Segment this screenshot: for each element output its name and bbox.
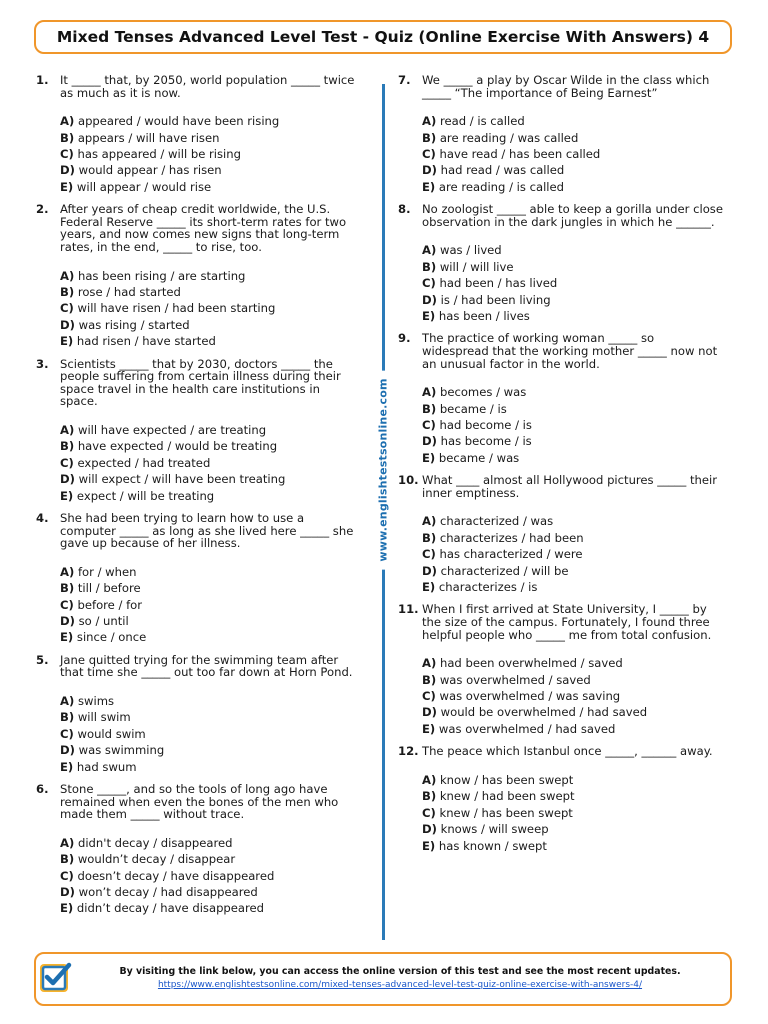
question-stem bbox=[36, 74, 361, 99]
option-text: since / once bbox=[76, 630, 147, 645]
option-letter: A) bbox=[422, 772, 437, 787]
answer-option[interactable] bbox=[60, 709, 361, 725]
option-text: had risen / have started bbox=[76, 334, 216, 349]
answer-option[interactable] bbox=[60, 422, 361, 438]
question-text: We _____ a play by Oscar Wilde in the class which _____ “The importance of Being Earnest” bbox=[422, 73, 710, 100]
option-text: became / is bbox=[439, 401, 507, 416]
option-text: has become / is bbox=[440, 434, 532, 449]
option-text: has characterized / were bbox=[439, 547, 583, 562]
option-text: becomes / was bbox=[439, 385, 527, 400]
option-letter: D) bbox=[422, 434, 437, 449]
option-text: became / was bbox=[438, 450, 520, 465]
answer-option[interactable] bbox=[422, 275, 723, 291]
answer-option[interactable] bbox=[60, 488, 361, 504]
question-4 bbox=[36, 512, 361, 646]
question-stem bbox=[398, 203, 723, 228]
answer-option[interactable] bbox=[60, 317, 361, 333]
option-letter: C) bbox=[422, 689, 436, 704]
answer-option[interactable] bbox=[60, 455, 361, 471]
answer-option[interactable] bbox=[422, 772, 723, 788]
option-letter: E) bbox=[60, 630, 74, 645]
option-letter: A) bbox=[422, 385, 437, 400]
option-letter: C) bbox=[60, 726, 74, 741]
option-text: will swim bbox=[77, 710, 131, 725]
option-letter: B) bbox=[422, 789, 437, 804]
left-column bbox=[36, 74, 361, 925]
question-number: 7. bbox=[398, 73, 411, 87]
checkbox-check-icon bbox=[38, 960, 72, 994]
option-letter: D) bbox=[422, 163, 437, 178]
question-text: Stone _____, and so the tools of long ago have remained when even the bones of the men who made them _____ without trace. bbox=[60, 782, 339, 822]
option-letter: D) bbox=[60, 472, 75, 487]
option-letter: B) bbox=[60, 130, 75, 145]
option-text: had become / is bbox=[439, 418, 532, 433]
answer-option[interactable] bbox=[60, 742, 361, 758]
question-10 bbox=[398, 474, 723, 595]
option-text: have read / has been called bbox=[439, 147, 601, 161]
option-text: so / until bbox=[78, 614, 129, 629]
question-text: The peace which Istanbul once _____, ______ away. bbox=[422, 744, 713, 759]
option-text: had swum bbox=[76, 759, 137, 774]
option-text: won’t decay / had disappeared bbox=[78, 885, 258, 900]
option-letter: A) bbox=[60, 114, 75, 129]
answer-option[interactable] bbox=[60, 130, 361, 146]
option-letter: D) bbox=[422, 563, 437, 578]
answer-option[interactable] bbox=[422, 179, 723, 195]
answer-options bbox=[422, 384, 723, 466]
option-letter: E) bbox=[422, 309, 436, 324]
option-text: has been rising / are starting bbox=[77, 268, 246, 283]
answer-option[interactable] bbox=[60, 726, 361, 742]
answer-options bbox=[60, 693, 361, 775]
answer-option[interactable] bbox=[422, 672, 723, 688]
option-letter: B) bbox=[60, 439, 75, 454]
option-letter: B) bbox=[422, 130, 437, 145]
question-text: It _____ that, by 2050, world population _____ twice as much as it is now. bbox=[60, 73, 355, 100]
option-letter: B) bbox=[422, 530, 437, 545]
answer-option[interactable] bbox=[422, 721, 723, 737]
option-text: was swimming bbox=[78, 743, 165, 758]
option-text: characterizes / is bbox=[438, 580, 538, 595]
question-5 bbox=[36, 654, 361, 775]
option-letter: E) bbox=[60, 488, 74, 503]
question-stem bbox=[36, 203, 361, 253]
option-text: has appeared / will be rising bbox=[77, 147, 241, 161]
answer-option[interactable] bbox=[60, 564, 361, 580]
option-text: expected / had treated bbox=[77, 455, 211, 470]
option-text: characterized / will be bbox=[440, 563, 569, 578]
answer-options bbox=[60, 268, 361, 350]
site-watermark: www.englishtestsonline.com bbox=[377, 370, 390, 569]
answer-option[interactable] bbox=[422, 788, 723, 804]
option-letter: E) bbox=[60, 334, 74, 349]
option-text: have expected / would be treating bbox=[77, 439, 278, 454]
question-text: Jane quitted trying for the swimming team after that time she _____ out too far down at Horn Pond. bbox=[60, 652, 353, 680]
option-text: will have expected / are treating bbox=[77, 423, 267, 437]
option-text: was overwhelmed / was saving bbox=[439, 689, 621, 704]
option-text: knew / had been swept bbox=[439, 789, 575, 804]
page-title: Mixed Tenses Advanced Level Test - Quiz (Online Exercise With Answers) 4 bbox=[56, 28, 710, 46]
option-letter: D) bbox=[60, 317, 75, 332]
answer-option[interactable] bbox=[422, 805, 723, 821]
answer-option[interactable] bbox=[422, 838, 723, 854]
answer-option[interactable] bbox=[60, 693, 361, 709]
answer-option[interactable] bbox=[422, 821, 723, 837]
option-text: rose / had started bbox=[77, 285, 181, 299]
question-11 bbox=[398, 603, 723, 737]
option-letter: D) bbox=[422, 705, 437, 720]
option-letter: D) bbox=[60, 163, 75, 178]
question-number: 8. bbox=[398, 202, 411, 217]
option-text: doesn’t decay / have disappeared bbox=[77, 868, 275, 883]
answer-options bbox=[422, 772, 723, 854]
option-letter: C) bbox=[422, 547, 436, 562]
question-stem bbox=[398, 74, 723, 99]
footer-link[interactable]: https://www.englishtestsonline.com/mixed-tenses-advanced-level-test-quiz-online-exercise-with-answers-4/ bbox=[157, 980, 643, 990]
question-1 bbox=[36, 74, 361, 195]
answer-option[interactable] bbox=[60, 597, 361, 613]
question-number: 9. bbox=[398, 331, 411, 346]
question-9 bbox=[398, 332, 723, 466]
answer-option[interactable] bbox=[60, 300, 361, 316]
option-letter: C) bbox=[60, 597, 74, 612]
question-stem bbox=[36, 512, 361, 550]
option-text: has been / lives bbox=[438, 309, 530, 324]
right-column bbox=[398, 74, 723, 862]
question-7 bbox=[398, 74, 723, 195]
option-letter: D) bbox=[422, 292, 437, 307]
question-2 bbox=[36, 203, 361, 349]
option-text: till / before bbox=[77, 581, 141, 596]
option-letter: E) bbox=[422, 450, 436, 465]
option-text: would swim bbox=[77, 726, 146, 741]
option-text: are reading / is called bbox=[438, 179, 565, 194]
answer-options bbox=[422, 242, 723, 324]
option-text: had read / was called bbox=[440, 163, 565, 178]
answer-option[interactable] bbox=[60, 629, 361, 645]
question-number: 5. bbox=[36, 652, 49, 667]
option-text: had been / has lived bbox=[439, 276, 558, 291]
question-stem bbox=[398, 474, 723, 499]
answer-option[interactable] bbox=[422, 292, 723, 308]
question-number: 6. bbox=[36, 782, 49, 797]
question-text: No zoologist _____ able to keep a gorilla under close observation in the dark jungles in which he ______. bbox=[422, 202, 723, 229]
option-letter: B) bbox=[422, 401, 437, 416]
option-text: has known / swept bbox=[438, 838, 547, 853]
answer-options bbox=[60, 113, 361, 195]
question-number: 10. bbox=[398, 473, 419, 488]
option-letter: C) bbox=[60, 455, 74, 470]
footer-note: By visiting the link below, you can access the online version of this test and see the most recent updates. bbox=[119, 966, 681, 977]
option-letter: A) bbox=[60, 835, 75, 850]
answer-option[interactable] bbox=[422, 579, 723, 595]
answer-option[interactable] bbox=[422, 563, 723, 579]
answer-option[interactable] bbox=[60, 268, 361, 284]
question-text: What ____ almost all Hollywood pictures _____ their inner emptiness. bbox=[422, 473, 717, 500]
question-6 bbox=[36, 783, 361, 917]
answer-options bbox=[60, 564, 361, 646]
question-number: 12. bbox=[398, 744, 419, 759]
option-text: will have risen / had been starting bbox=[77, 301, 276, 316]
option-letter: C) bbox=[422, 418, 436, 433]
question-12 bbox=[398, 745, 723, 854]
option-text: will appear / would rise bbox=[76, 179, 212, 194]
answer-option[interactable] bbox=[60, 580, 361, 596]
answer-option[interactable] bbox=[60, 851, 361, 867]
option-text: will / will live bbox=[439, 259, 514, 274]
answer-option[interactable] bbox=[422, 513, 723, 529]
question-number: 1. bbox=[36, 73, 49, 87]
option-text: before / for bbox=[77, 597, 143, 612]
option-letter: E) bbox=[60, 901, 74, 916]
option-text: didn’t decay / have disappeared bbox=[76, 901, 265, 916]
option-text: was overwhelmed / saved bbox=[439, 672, 591, 687]
answer-options bbox=[422, 113, 723, 195]
option-letter: A) bbox=[60, 564, 75, 579]
option-text: know / has been swept bbox=[439, 772, 574, 787]
answer-options bbox=[60, 835, 361, 917]
option-letter: A) bbox=[60, 268, 75, 283]
option-text: wouldn’t decay / disappear bbox=[77, 852, 236, 867]
answer-option[interactable] bbox=[422, 384, 723, 400]
option-letter: C) bbox=[60, 147, 74, 161]
question-number: 4. bbox=[36, 511, 49, 526]
option-text: are reading / was called bbox=[439, 130, 579, 145]
answer-option[interactable] bbox=[60, 284, 361, 300]
question-number: 11. bbox=[398, 602, 419, 617]
option-letter: A) bbox=[422, 243, 437, 258]
answer-option[interactable] bbox=[60, 179, 361, 195]
option-letter: A) bbox=[60, 423, 75, 437]
option-letter: C) bbox=[60, 868, 74, 883]
question-text: She had been trying to learn how to use a computer _____ as long as she lived here _____ she gave up because of her illness. bbox=[60, 511, 354, 551]
answer-option[interactable] bbox=[60, 146, 361, 162]
question-stem bbox=[36, 654, 361, 679]
option-letter: E) bbox=[422, 721, 436, 736]
option-letter: C) bbox=[422, 276, 436, 291]
option-letter: B) bbox=[60, 710, 75, 725]
answer-option[interactable] bbox=[422, 162, 723, 178]
option-letter: E) bbox=[60, 179, 74, 194]
option-letter: B) bbox=[60, 285, 75, 299]
option-text: was overwhelmed / had saved bbox=[438, 721, 616, 736]
option-text: is / had been living bbox=[440, 292, 551, 307]
answer-option[interactable] bbox=[422, 704, 723, 720]
answer-option[interactable] bbox=[422, 401, 723, 417]
option-letter: E) bbox=[422, 580, 436, 595]
option-letter: E) bbox=[422, 179, 436, 194]
option-text: had been overwhelmed / saved bbox=[439, 656, 623, 671]
answer-options bbox=[422, 513, 723, 595]
option-letter: D) bbox=[60, 885, 75, 900]
answer-option[interactable] bbox=[422, 530, 723, 546]
option-letter: B) bbox=[422, 259, 437, 274]
question-text: The practice of working woman _____ so widespread that the working mother _____ now not an unusual factor in the world. bbox=[422, 331, 718, 371]
option-text: didn't decay / disappeared bbox=[77, 835, 233, 850]
option-text: for / when bbox=[77, 564, 137, 579]
option-letter: A) bbox=[60, 694, 75, 709]
option-text: appeared / would have been rising bbox=[77, 114, 280, 129]
answer-option[interactable] bbox=[422, 546, 723, 562]
option-text: would be overwhelmed / had saved bbox=[440, 705, 648, 720]
answer-option[interactable] bbox=[60, 438, 361, 454]
answer-options bbox=[422, 655, 723, 737]
option-text: characterized / was bbox=[439, 514, 554, 529]
option-text: was rising / started bbox=[78, 317, 190, 332]
answer-option[interactable] bbox=[60, 333, 361, 349]
option-letter: E) bbox=[422, 838, 436, 853]
question-stem bbox=[398, 745, 723, 758]
question-stem bbox=[36, 358, 361, 408]
question-8 bbox=[398, 203, 723, 324]
answer-option[interactable] bbox=[60, 900, 361, 916]
answer-option[interactable] bbox=[422, 113, 723, 129]
option-letter: B) bbox=[60, 852, 75, 867]
option-text: would appear / has risen bbox=[78, 163, 222, 178]
question-stem bbox=[36, 783, 361, 821]
option-letter: B) bbox=[422, 672, 437, 687]
answer-option[interactable] bbox=[60, 471, 361, 487]
answer-option[interactable] bbox=[422, 450, 723, 466]
answer-option[interactable] bbox=[60, 162, 361, 178]
question-stem bbox=[398, 603, 723, 641]
option-text: characterizes / had been bbox=[439, 530, 584, 545]
option-text: knows / will sweep bbox=[440, 822, 549, 837]
title-box bbox=[34, 20, 732, 54]
option-text: will expect / will have been treating bbox=[78, 472, 286, 487]
option-letter: C) bbox=[422, 805, 436, 820]
option-text: knew / has been swept bbox=[439, 805, 573, 820]
answer-option[interactable] bbox=[422, 146, 723, 162]
question-number: 2. bbox=[36, 202, 49, 217]
answer-option[interactable] bbox=[422, 655, 723, 671]
answer-option[interactable] bbox=[422, 259, 723, 275]
question-3 bbox=[36, 358, 361, 504]
option-text: expect / will be treating bbox=[76, 488, 215, 503]
option-letter: A) bbox=[422, 514, 437, 529]
option-letter: C) bbox=[422, 147, 436, 161]
answer-option[interactable] bbox=[60, 759, 361, 775]
option-letter: C) bbox=[60, 301, 74, 316]
question-number: 3. bbox=[36, 356, 49, 371]
answer-option[interactable] bbox=[422, 242, 723, 258]
answer-option[interactable] bbox=[60, 884, 361, 900]
option-letter: E) bbox=[60, 759, 74, 774]
question-stem bbox=[398, 332, 723, 370]
option-letter: A) bbox=[422, 114, 437, 129]
answer-option[interactable] bbox=[422, 130, 723, 146]
option-text: appears / will have risen bbox=[77, 130, 220, 145]
option-letter: A) bbox=[422, 656, 437, 671]
question-text: Scientists _____ that by 2030, doctors _____ the people suffering from certain illness during their space travel in the health care institutions in space. bbox=[60, 356, 341, 409]
question-text: When I first arrived at State University, I _____ by the size of the campus. Fortunately, I found three helpful people who _____ me from total confusion. bbox=[422, 602, 712, 642]
answer-option[interactable] bbox=[60, 868, 361, 884]
answer-option[interactable] bbox=[422, 688, 723, 704]
option-letter: B) bbox=[60, 581, 75, 596]
footer-box bbox=[34, 952, 732, 1006]
answer-option[interactable] bbox=[422, 417, 723, 433]
question-text: After years of cheap credit worldwide, the U.S. Federal Reserve _____ its short-term rates for two years, and now comes new signs that long-term rates, in the end, _____ to rise, too. bbox=[60, 202, 347, 254]
answer-option[interactable] bbox=[422, 433, 723, 449]
answer-options bbox=[60, 422, 361, 504]
option-letter: D) bbox=[422, 822, 437, 837]
answer-option[interactable] bbox=[60, 113, 361, 129]
option-letter: D) bbox=[60, 743, 75, 758]
answer-option[interactable] bbox=[60, 613, 361, 629]
answer-option[interactable] bbox=[422, 308, 723, 324]
option-letter: D) bbox=[60, 614, 75, 629]
option-text: read / is called bbox=[439, 114, 525, 129]
answer-option[interactable] bbox=[60, 835, 361, 851]
option-text: was / lived bbox=[439, 243, 502, 258]
option-text: swims bbox=[77, 694, 115, 709]
